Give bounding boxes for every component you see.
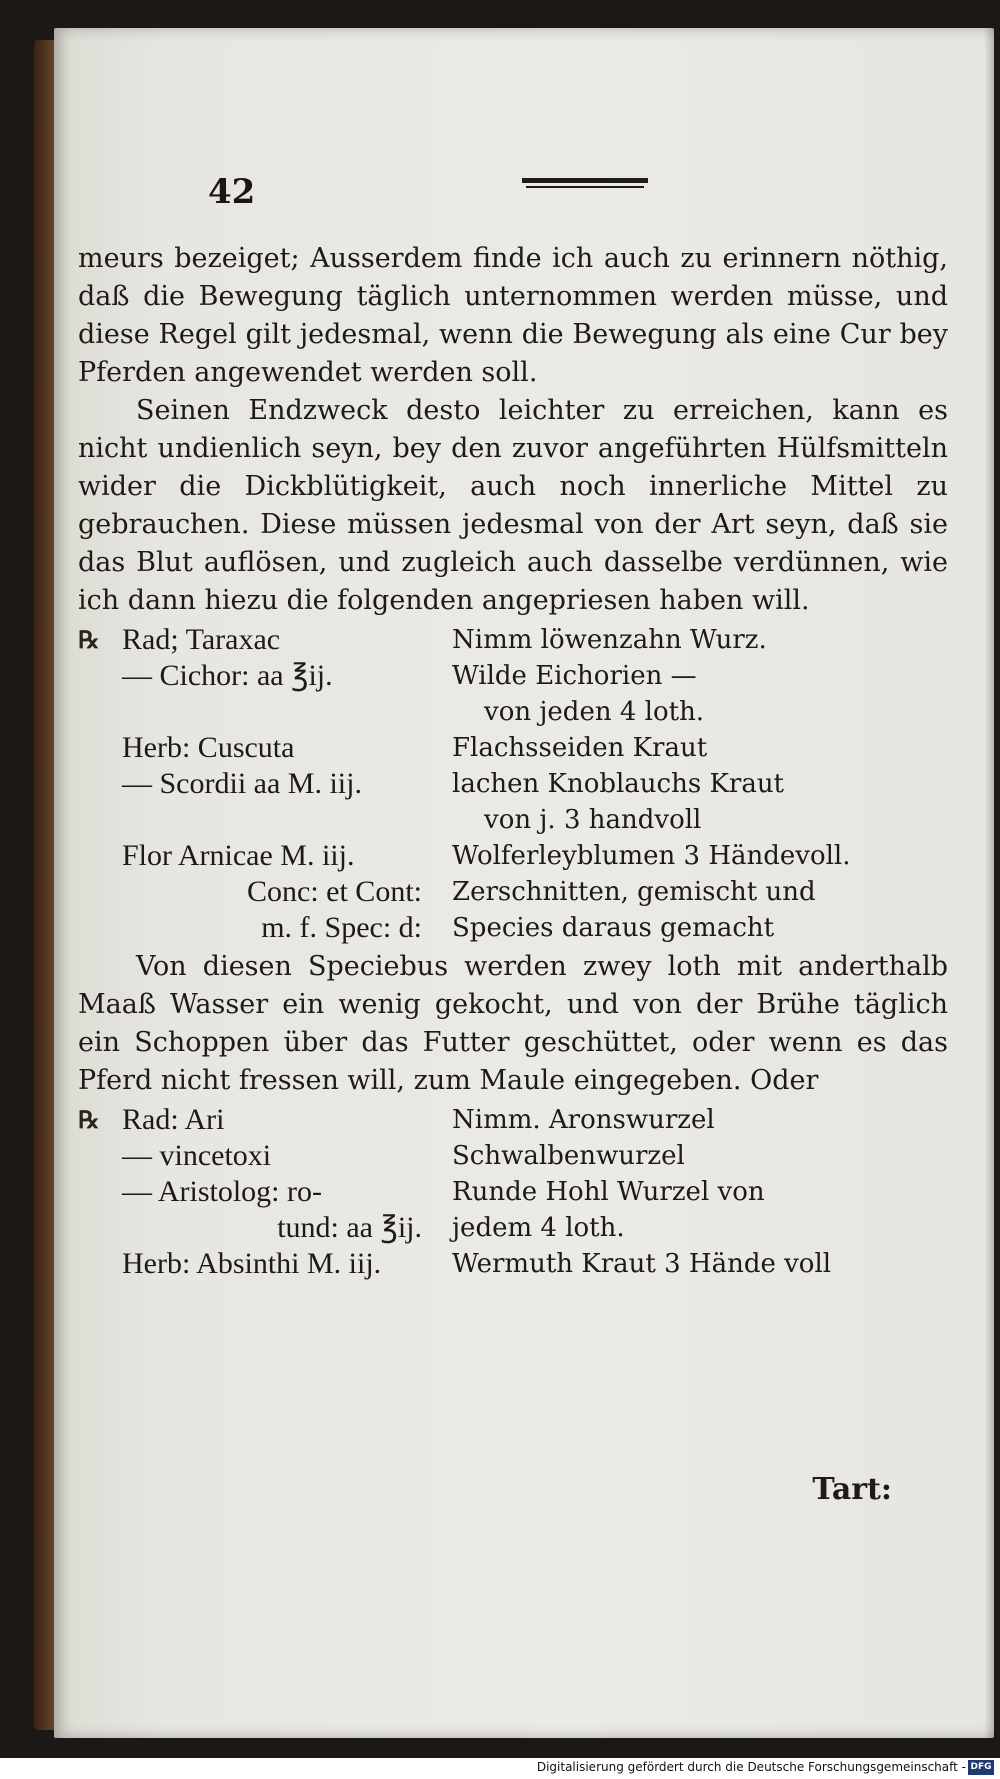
page-header <box>140 160 950 220</box>
header-ornament-rule <box>522 176 648 190</box>
latin-ingredient: Rad; Taraxac <box>122 623 281 656</box>
latin-ingredient: Rad: Ari <box>122 1103 225 1136</box>
page-body <box>78 240 948 1284</box>
latin-ingredient: m. f. Spec: d: <box>261 911 422 944</box>
recipe-row <box>78 1174 948 1210</box>
german-ingredient: Zerschnitten, gemischt und <box>452 877 816 907</box>
latin-ingredient: — vincetoxi <box>122 1139 272 1172</box>
german-ingredient <box>452 766 948 838</box>
page-header-area <box>140 160 950 220</box>
recipe-row <box>78 910 948 946</box>
recipe-row <box>78 874 948 910</box>
paragraph-3: Von diesen Speciebus werden zwey loth mit anderthalb Maaß Wasser ein wenig gekocht, und von der Brühe täglich ein Schoppen über das Futter geschüttet, oder wenn es das Pferd nicht fressen will, zum Maule eingegeben. Oder <box>78 951 948 1096</box>
recipe-1 <box>78 622 948 946</box>
recipe-row <box>78 766 948 838</box>
latin-ingredient: — Cichor: aa ℥ij. <box>122 659 333 692</box>
german-ingredient: Runde Hohl Wurzel von <box>452 1177 765 1207</box>
german-line-continued: von jeden 4 loth. <box>484 697 705 727</box>
recipe-row <box>78 1210 948 1246</box>
dfg-logo-icon: DFG <box>968 1760 994 1775</box>
paragraph-1: meurs bezeiget; Ausserdem finde ich auch zu erinnern nöthig, daß die Bewegung täglich unternommen werden müsse, und diese Regel gilt jedesmal, wenn die Bewegung als eine Cur bey Pferden angewendet werden soll. <box>78 243 948 388</box>
german-ingredient: Nimm. Aronswurzel <box>452 1105 715 1135</box>
german-ingredient: Nimm löwenzahn Wurz. <box>452 625 767 655</box>
digitization-footer <box>0 1758 1000 1779</box>
recipe-row <box>78 730 948 766</box>
german-ingredient: Wolferleyblumen 3 Händevoll. <box>452 841 851 871</box>
german-ingredient: Species daraus gemacht <box>452 913 775 943</box>
german-line: lachen Knoblauchs Kraut <box>452 769 785 799</box>
german-ingredient: jedem 4 loth. <box>452 1213 625 1243</box>
german-ingredient: Schwalbenwurzel <box>452 1141 685 1171</box>
german-line: Wilde Eichorien — <box>452 661 697 691</box>
page-number: 42 <box>208 172 256 212</box>
latin-ingredient: tund: aa ℥ij. <box>277 1211 422 1244</box>
paragraph-2: Seinen Endzweck desto leichter zu erreichen, kann es nicht undienlich seyn, bey den zuvor angeführten Hülfsmitteln wider die Dickblütigkeit, auch noch innerliche Mittel zu gebrauchen. Diese müssen jedesmal von der Art seyn, daß sie das Blut auflösen, und zugleich auch dasselbe verdünnen, wie ich dann hiezu die folgenden angepriesen haben will. <box>78 395 948 616</box>
german-line-continued: von j. 3 handvoll <box>484 805 702 835</box>
footer-credit-text: Digitalisierung gefördert durch die Deutsche Forschungsgemeinschaft - <box>536 1760 966 1774</box>
latin-ingredient: — Aristolog: ro- <box>122 1175 322 1208</box>
latin-ingredient: Conc: et Cont: <box>247 875 422 908</box>
recipe-row <box>78 622 948 658</box>
latin-ingredient: — Scordii aa M. iij. <box>122 767 362 800</box>
latin-ingredient: Herb: Absinthi M. iij. <box>122 1247 382 1280</box>
recipe-row <box>78 838 948 874</box>
recipe-2 <box>78 1102 948 1282</box>
catchword: Tart: <box>812 1472 892 1507</box>
recipe-row <box>78 1102 948 1138</box>
recipe-row <box>78 1246 948 1282</box>
recipe-symbol: ℞ <box>78 1105 100 1134</box>
page-edge-shadow <box>984 28 994 1738</box>
german-ingredient: Wermuth Kraut 3 Hände voll <box>452 1249 832 1279</box>
recipe-symbol: ℞ <box>78 625 100 654</box>
german-ingredient: Flachsseiden Kraut <box>452 733 708 763</box>
recipe-row <box>78 1138 948 1174</box>
german-ingredient <box>452 658 948 730</box>
latin-ingredient: Flor Arnicae M. iij. <box>122 839 355 872</box>
latin-ingredient: Herb: Cuscuta <box>122 731 295 764</box>
recipe-row <box>78 658 948 730</box>
